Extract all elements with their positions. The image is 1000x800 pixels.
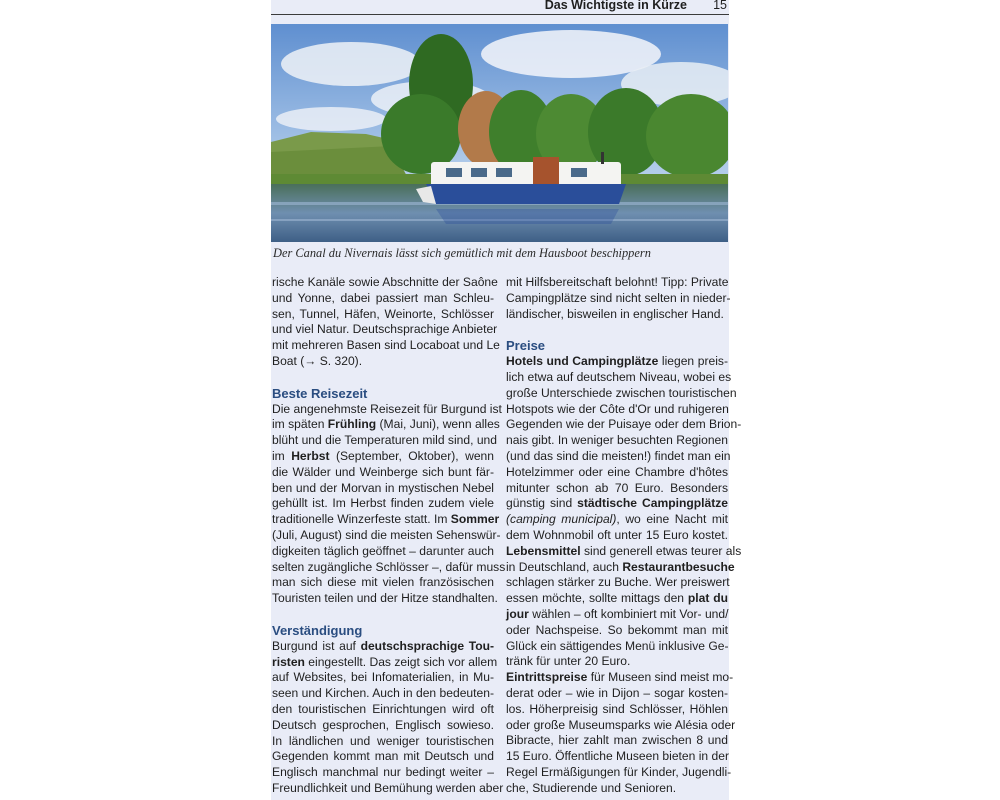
heading-preise: Preise — [506, 338, 546, 354]
preise-line: derat oder – wie in Dijon – sogar kosten- — [506, 685, 728, 700]
reisezeit-line: (Juli, August) sind die meisten Sehenswür- — [272, 527, 501, 542]
preise-line: dem Wohnmobil oft unter 15 Euro kostet. — [506, 527, 728, 542]
book-page — [271, 0, 742, 800]
paragraph-spacer — [506, 322, 728, 338]
preise-line: Hotels und Campingplätze liegen preis- — [506, 354, 728, 369]
verstaendigung-line: Gegenden kommt man mit Deutsch und — [272, 749, 494, 764]
verstaendigung-line: Deutsch gesprochen, Englisch sowieso. — [272, 717, 494, 732]
verstaendigung-line: Burgund ist auf deutschsprachige Tou- — [272, 638, 494, 653]
reisezeit-line: man sich diese mit vielen französischen — [272, 575, 494, 590]
reisezeit-line: die Wälder und Weinberge sich bunt fär- — [272, 464, 494, 479]
preise-line: Hotspots wie der Côte d'Or und ruhigeren — [506, 401, 729, 416]
reisezeit-line: selten zugängliche Schlösser –, dafür muss — [272, 559, 506, 574]
houseboat-photo — [271, 24, 728, 242]
reisezeit-line: im späten Frühling (Mai, Juni), wenn alles — [272, 417, 500, 432]
reisezeit-line: gehüllt ist. Im Herbst finden zudem viele — [272, 496, 494, 511]
preise-line: Lebensmittel sind generell etwas teurer als — [506, 543, 742, 558]
preise-line: nais gibt. In weniger besuchten Regionen — [506, 433, 728, 448]
photo-caption: Der Canal du Nivernais lässt sich gemütlich mit dem Hausboot beschippern — [273, 246, 651, 260]
intro-line: und viel Natur. Deutschsprachige Anbieter — [272, 322, 498, 337]
reisezeit-line: ben und der Morvan in mystischen Nebel — [272, 480, 494, 495]
reisezeit-line: Touristen teilen und der Hitze standhalten. — [272, 591, 498, 606]
preise-line: Gegenden wie der Puisaye oder dem Brion- — [506, 417, 742, 432]
verstaendigung-line: risten eingestellt. Das zeigt sich vor allem — [272, 654, 498, 669]
preise-line: in Deutschland, auch Restaurantbesuche — [506, 559, 735, 574]
preise-line: che, Studierende und Senioren. — [506, 780, 677, 795]
intro-line: und Yonne, dabei passiert man Schleu- — [272, 290, 494, 305]
preise-line: schlagen stärker zu Buche. Wer preiswert — [506, 575, 730, 590]
verstaendigung-line: auf Websites, bei Infomaterialien, in Mu- — [272, 670, 494, 685]
preise-line: lich etwa auf deutschem Niveau, wobei es — [506, 369, 732, 384]
preise-line: oder Nachspeise. So bekommt man mit — [506, 622, 728, 637]
intro-line: sen, Tunnel, Häfen, Weinorte, Schlösser — [272, 306, 494, 321]
heading-beste-reisezeit: Beste Reisezeit — [272, 385, 368, 401]
verstaendigung-line: den touristischen Einrichtungen wird oft — [272, 701, 494, 716]
intro-line: mit mehreren Basen sind Locaboat und Le — [272, 338, 500, 353]
preise-line: jour wählen – oft kombiniert mit Vor- und/ — [506, 606, 729, 621]
preise-line: Regel Ermäßigungen für Kinder, Jugendli- — [506, 764, 732, 779]
preise-line: Eintrittspreise für Museen sind meist mo- — [506, 670, 734, 685]
running-header — [271, 0, 729, 15]
verstaendigung-line: In ländlichen und weniger touristischen — [272, 733, 494, 748]
preise-line: mitunter schon ab 70 Euro. Besonders — [506, 480, 728, 495]
heading-verstaendigung: Verständigung — [272, 622, 363, 638]
reisezeit-line: Die angenehmste Reisezeit für Burgund ist — [272, 401, 502, 416]
right-text-column — [506, 275, 742, 797]
preise-line: (und das sind die meisten!) findet man ein — [506, 448, 731, 463]
preise-line: (camping municipal), wo eine Nacht mit — [506, 512, 728, 527]
canal-photo-illustration — [271, 24, 728, 242]
preise-line: Bibracte, hier zahlt man zwischen 8 und — [506, 733, 728, 748]
intro-line: rische Kanäle sowie Abschnitte der Saône — [272, 275, 498, 289]
right-intro-line: mit Hilfsbereitschaft belohnt! Tipp: Private — [506, 275, 729, 289]
preise-line: große Unterschiede zwischen touristischen — [506, 385, 737, 400]
right-intro-line: ländischer, bisweilen in englischer Hand. — [506, 306, 724, 321]
reisezeit-line: blüht und die Temperaturen mild sind, und — [272, 433, 497, 448]
paragraph-spacer — [272, 607, 494, 623]
verstaendigung-line: Freundlichkeit und Bemühung werden aber — [272, 780, 504, 795]
preise-line: essen möchte, sollte mittags den plat du — [506, 591, 729, 606]
page-number: 15 — [713, 0, 727, 12]
right-intro-line: Campingplätze sind nicht selten in nieder- — [506, 290, 731, 305]
preise-line: Hotelzimmer oder eine Chambre d'hôtes — [506, 464, 728, 479]
paragraph-spacer — [272, 370, 494, 386]
preise-line: los. Höherpreisig sind Schlösser, Höhlen — [506, 701, 728, 716]
verstaendigung-line: seen und Kirchen. Auch in den bedeuten- — [272, 686, 494, 701]
reisezeit-line: traditionelle Winzerfeste statt. Im Sommer — [272, 512, 500, 527]
preise-line: günstig sind städtische Campingplätze — [506, 496, 728, 511]
preise-line: oder große Museumsparks wie Alésia oder — [506, 717, 736, 732]
preise-line: 15 Euro. Öffentliche Museen bieten in der — [506, 749, 729, 764]
header-title: Das Wichtigste in Kürze — [544, 0, 687, 12]
reisezeit-line: digkeiten täglich geöffnet – darunter auch — [272, 543, 494, 558]
preise-line: Glück ein sättigendes Menü inklusive Ge- — [506, 638, 729, 653]
preise-line: tränk für unter 20 Euro. — [506, 654, 631, 669]
reisezeit-line: im Herbst (September, Oktober), wenn — [272, 448, 495, 463]
verstaendigung-line: Englisch manchmal nur bedingt weiter – — [272, 765, 494, 780]
intro-line: Boat (→ S. 320). — [272, 353, 363, 368]
left-text-column — [272, 275, 506, 797]
